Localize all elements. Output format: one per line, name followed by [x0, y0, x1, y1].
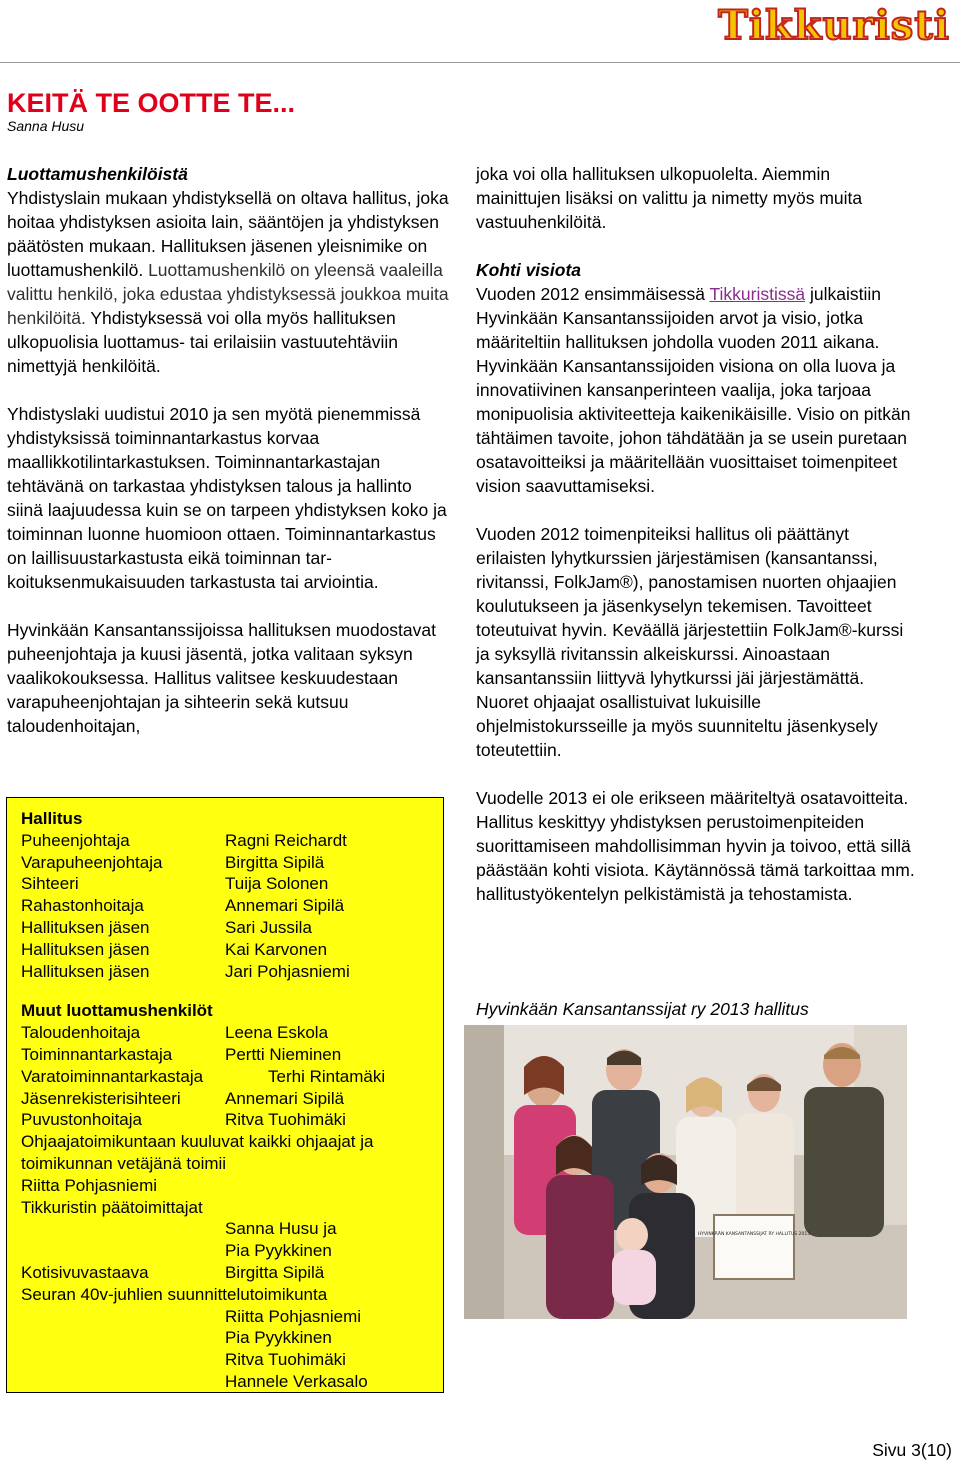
role-label: Rahastonhoitaja	[21, 896, 144, 916]
paragraph-hallitus: Hyvinkään Kansantanssijoissa hallituksen muodostavat puheenjohtaja ja kuusi jäsentä, jotka valitaan syksyn vaalikokouksessa. Hallitus valitsee keskuudestaan varapuheenjohtajan ja sihteerin sekä kutsuu taloudenhoitajan,	[7, 620, 436, 736]
instructors-line-1: Ohjaajatoimikuntaan kuuluvat kaikki ohjaajat ja	[21, 1132, 374, 1152]
paragraph-2013: Vuodelle 2013 ei ole erikseen määriteltyä osatavoitteita. Hallitus keskittyy yhdistyksen perustoimenpiteiden suorittamiseen mahdollisimman hyvin ja toivoo, että sillä päästään kohti visiota. Käytännössä tämä tarkoittaa mm. hallitustyökentelyn pelkistämistä ja tehostamista.	[476, 788, 915, 904]
header-divider	[0, 62, 960, 63]
editors-label: Tikkuristin päätoimittajat	[21, 1197, 203, 1217]
board-group-photo	[464, 1025, 907, 1319]
editor-2: Pia Pyykkinen	[225, 1241, 332, 1261]
article-author: Sanna Husu	[7, 118, 85, 134]
instructors-name: Riitta Pohjasniemi	[21, 1175, 158, 1195]
board-heading: Hallitus	[21, 809, 83, 828]
paragraph-continuation: joka voi olla hallituksen ulkopuolelta. Aiemmin mainittujen lisäksi on valittu ja nimetty myös muita vastuuhenkilöitä.	[476, 164, 863, 232]
person-name: Jari Pohjasniemi	[225, 961, 350, 981]
section-heading-luottamushenkiloista: Luottamushenkilöistä	[7, 164, 188, 184]
committee-member: Ritva Tuohimäki	[225, 1350, 346, 1370]
role-label: Hallituksen jäsen	[21, 961, 150, 981]
tikkuristi-logo: Tikkuristi	[718, 2, 950, 49]
person-name: Terhi Rintamäki	[268, 1066, 386, 1086]
board-member-row	[21, 830, 443, 852]
intro-text-3: Yhdistyksessä voi olla myös hallituksen ulkopuolisia luottamus- tai erilaisiin vastuutehtäviin nimettyjä henkilöitä.	[7, 308, 399, 376]
editor-1: Sanna Husu ja	[225, 1219, 337, 1239]
tikkuristi-link[interactable]: Tikkuristissä	[709, 284, 806, 304]
instructors-line-2: toimikunnan vetäjänä toimii	[21, 1153, 227, 1173]
person-name: Leena Eskola	[225, 1023, 329, 1043]
article-title: KEITÄ TE OOTTE TE...	[7, 88, 296, 118]
person-name: Annemari Sipilä	[225, 1088, 345, 1108]
official-row	[21, 1066, 443, 1088]
role-label: Hallituksen jäsen	[21, 939, 150, 959]
other-officials-heading: Muut luottamushenkilöt	[21, 1001, 213, 1021]
person-name: Annemari Sipilä	[225, 896, 345, 916]
paragraph-yhdistyslaki: Yhdistyslaki uudistui 2010 ja sen myötä pienemmissä yhdistyksissä toiminnantarkastus korvaa maallikkotilintarkastuksen. Toiminnantarkastajan tehtävänä on tarkastaa yhdistyksen talous ja hallinto siinä laajuudessa kuin se on tarpeen yhdistyksen koko ja toiminnan luonne huomioon ottaen. Toiminnantarkastus on laillisuustarkastusta eikä toiminnan tarkoituksenmukaisuuden tarkastusta tai arviointia.	[7, 404, 447, 592]
committee-member: Hannele Verkasalo	[225, 1371, 368, 1391]
board-member-row	[21, 895, 443, 917]
left-column	[7, 162, 452, 762]
role-label: Sihteeri	[21, 874, 79, 894]
board-member-row	[21, 939, 443, 961]
board-member-row	[21, 852, 443, 874]
board-members-box	[6, 797, 444, 1393]
official-row	[21, 1044, 443, 1066]
other-officials-list	[21, 1022, 443, 1131]
person-name: Tuija Solonen	[225, 874, 329, 894]
role-label: Puheenjohtaja	[21, 830, 130, 850]
board-list	[21, 830, 443, 983]
board-member-row	[21, 873, 443, 895]
photo-sign-text: HYVINKÄÄN KANSANTANSSIJAT RY HALLITUS 2013	[697, 1232, 811, 1237]
role-label: Varatoiminnantarkastaja	[21, 1066, 204, 1086]
role-label: Hallituksen jäsen	[21, 917, 150, 937]
paragraph-toimenpiteet-2012: Vuoden 2012 toimenpiteiksi hallitus oli päättänyt erilaisten lyhytkurssien järjestämisen (kansantanssi, rivitanssi, FolkJam®), panostamisen nuorten ohjaajien koulutukseen ja jäsenkyselyn tekemisen. Tavoitteet toteutuivat hyvin. Keväällä järjestettiin FolkJam®-kurssi ja syksyllä rivitanssin alkeiskurssi. Ainoastaan kansantanssiin liittyvä lyhytkurssi jäi järjestämättä. Nuoret ohjaajat osallistuivat lukuisille ohjelmistokursseille ja myös suunniteltu jäsenkysely toteutettiin.	[476, 524, 904, 760]
committee-label: Seuran 40v-juhlien suunnittelutoimikunta	[21, 1284, 328, 1304]
web-manager-row: Kotisivuvastaava Birgitta Sipilä	[21, 1262, 325, 1282]
section-heading-kohti-visiota: Kohti visiota	[476, 260, 582, 280]
role-label: Varapuheenjohtaja	[21, 852, 163, 872]
intro-text-1: Yhdistyslain mukaan yhdistyksellä on oltava hallitus, joka hoitaa yhdistyksen asioita lain, sääntöjen ja yhdistyksen päätösten mukaan. Hallituksen jäsenen yleisnimike on luottamushenkilö.	[7, 188, 449, 280]
group-photo-illustration	[464, 1025, 907, 1319]
official-row	[21, 1109, 443, 1131]
person-name: Ragni Reichardt	[225, 830, 347, 850]
page-number: Sivu 3(10)	[872, 1440, 952, 1460]
role-label: Puvustonhoitaja	[21, 1110, 142, 1130]
intro-text-2: Luottamushenkilö on yleensä vaaleilla valittu henkilö, joka edustaa yhdistyksessä joukkoa muita henkilöitä.	[7, 260, 449, 328]
person-name: Birgitta Sipilä	[225, 852, 325, 872]
person-name: Sari Jussila	[225, 917, 312, 937]
person-name: Kai Karvonen	[225, 939, 328, 959]
paragraph-visio: Vuoden 2012 ensimmäisessä Tikkuristissä julkaistiin Hyvinkään Kansantanssijoiden arvot ja visio, jotka määriteltiin hallituksen johdolla vuoden 2011 aikana. Hyvinkään Kansantanssijoiden visiona on olla luova ja innovatiivinen kansanperinteen vaalija, joka tarjoaa monipuolisia aktiviteetteja kaikenikäisille. Visio on pitkän tähtäimen tavoite, johon tähdätään ja se usein puretaan osatavoitteiksi ja määritellään vuosittaiset toimenpiteet vision saavuttamiseksi.	[476, 284, 911, 496]
role-label: Jäsenrekisterisihteeri	[21, 1088, 181, 1108]
role-label: Taloudenhoitaja	[21, 1023, 141, 1043]
person-name: Ritva Tuohimäki	[225, 1110, 346, 1130]
board-member-row	[21, 961, 443, 983]
committee-member: Riitta Pohjasniemi	[225, 1306, 362, 1326]
official-row	[21, 1088, 443, 1110]
photo-caption: Hyvinkään Kansantanssijat ry 2013 hallitus	[476, 999, 809, 1019]
paragraph-intro	[7, 186, 452, 378]
official-row	[21, 1022, 443, 1044]
board-member-row	[21, 917, 443, 939]
person-name: Pertti Nieminen	[225, 1044, 342, 1064]
committee-member: Pia Pyykkinen	[225, 1328, 332, 1348]
role-label: Toiminnantarkastaja	[21, 1044, 173, 1064]
right-column	[476, 162, 916, 930]
